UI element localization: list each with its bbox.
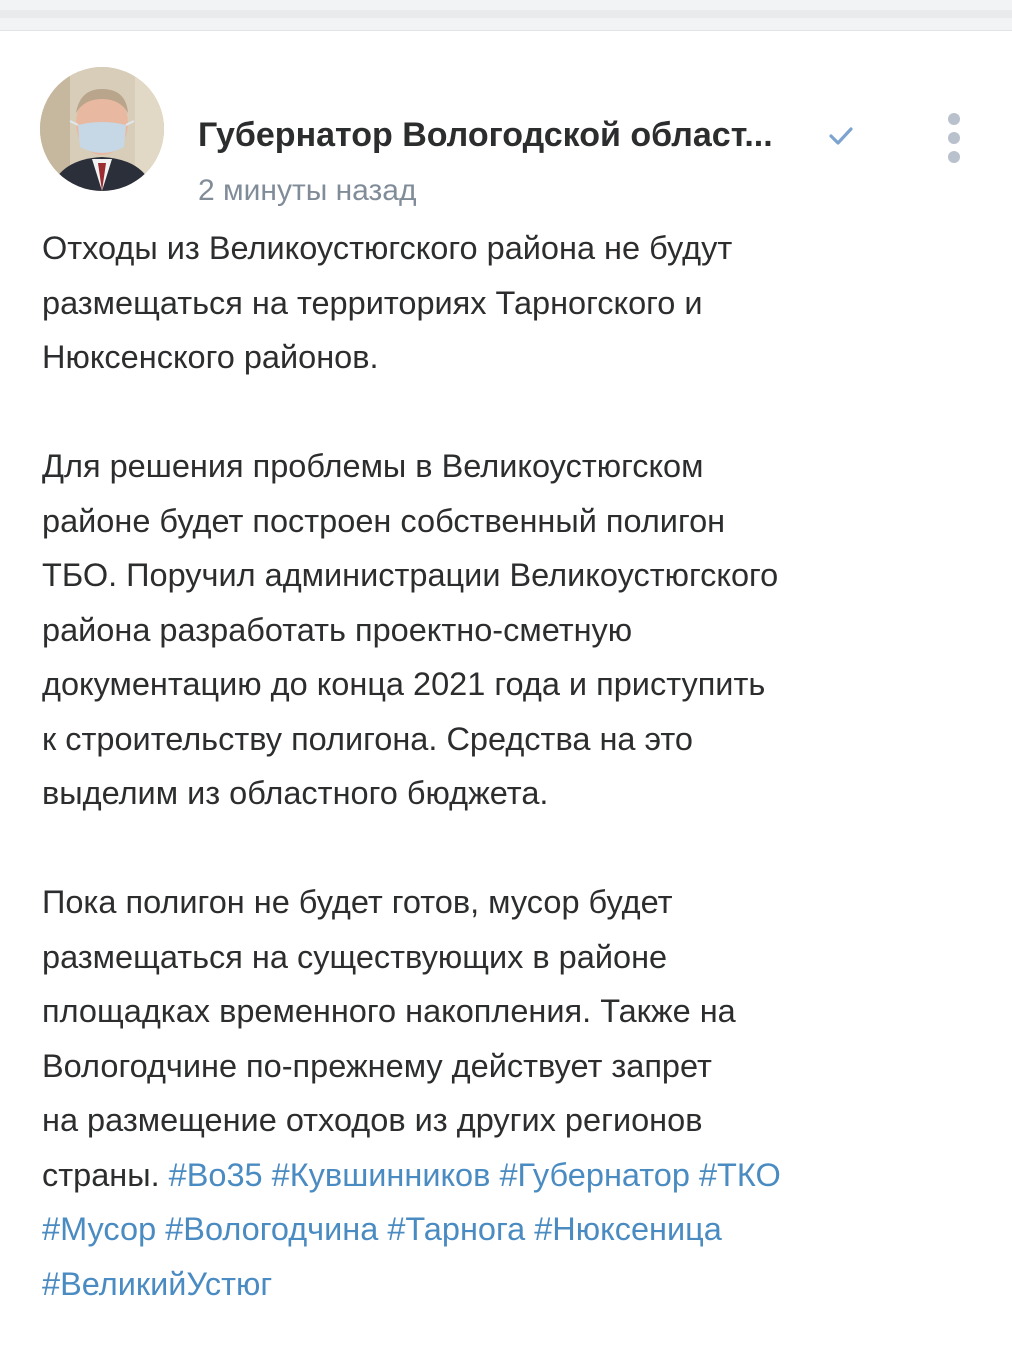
text-line: Отходы из Великоустюгского района не будут (42, 230, 733, 266)
text-fragment: страны. (42, 1156, 160, 1193)
text-line: Вологодчине по-прежнему действует запрет (42, 1047, 712, 1084)
hashtag-link[interactable]: #Во35 (168, 1156, 263, 1193)
text-line: площадках временного накопления. Также на (42, 993, 736, 1029)
verified-check-icon (828, 125, 854, 147)
text-line: ТБО. Поручил администрации Великоустюгского (42, 557, 779, 593)
text-line-with-hashtags (42, 1148, 972, 1203)
text-line: районе будет построен собственный полигон (42, 502, 726, 539)
text-line: размещаться на территориях Тарногского и (42, 284, 703, 321)
text-line: документацию до конца 2021 года и приступить (42, 666, 766, 702)
hashtag-link[interactable]: #Губернатор (499, 1156, 690, 1193)
text-line: к строительству полигона. Средства на это (42, 720, 693, 757)
author-avatar[interactable] (40, 67, 164, 191)
text-line: района разработать проектно-сметную (42, 611, 633, 648)
post-paragraph-1 (42, 221, 972, 385)
menu-dot (948, 113, 960, 125)
text-line: Для решения проблемы в Великоустюгском (42, 448, 704, 484)
hashtag-link[interactable]: #Кувшинников (271, 1156, 491, 1193)
hashtag-link[interactable]: #Вологодчина (165, 1211, 379, 1247)
post-header (40, 67, 980, 207)
text-line: Нюксенского районов. (42, 339, 379, 375)
post-card (0, 31, 1012, 1328)
hashtag-link[interactable]: #ВеликийУстюг (42, 1265, 273, 1302)
text-line: выделим из областного бюджета. (42, 775, 549, 811)
hashtag-link[interactable]: #Нюксеница (534, 1211, 722, 1247)
avatar-photo (40, 67, 164, 191)
post-text (42, 221, 972, 1366)
author-name[interactable]: Губернатор Вологодской област... (198, 116, 773, 154)
post-paragraph-2 (42, 439, 972, 821)
more-options-icon[interactable] (942, 113, 966, 163)
menu-dot (948, 151, 960, 163)
top-strip (0, 0, 1012, 31)
hashtag-line (42, 1257, 972, 1312)
text-line: Пока полигон не будет готов, мусор будет (42, 884, 673, 920)
menu-dot (948, 132, 960, 144)
hashtag-link[interactable]: #Тарнога (387, 1211, 526, 1247)
post-paragraph-3 (42, 875, 972, 1311)
post-time[interactable]: 2 минуты назад (198, 174, 417, 207)
top-strip-bar (0, 10, 1012, 18)
hashtag-link[interactable]: #ТКО (698, 1156, 781, 1193)
text-line: размещаться на существующих в районе (42, 938, 668, 975)
hashtag-link[interactable]: #Мусор (42, 1211, 157, 1247)
hashtag-line (42, 1202, 972, 1257)
text-line: на размещение отходов из других регионов (42, 1102, 703, 1138)
